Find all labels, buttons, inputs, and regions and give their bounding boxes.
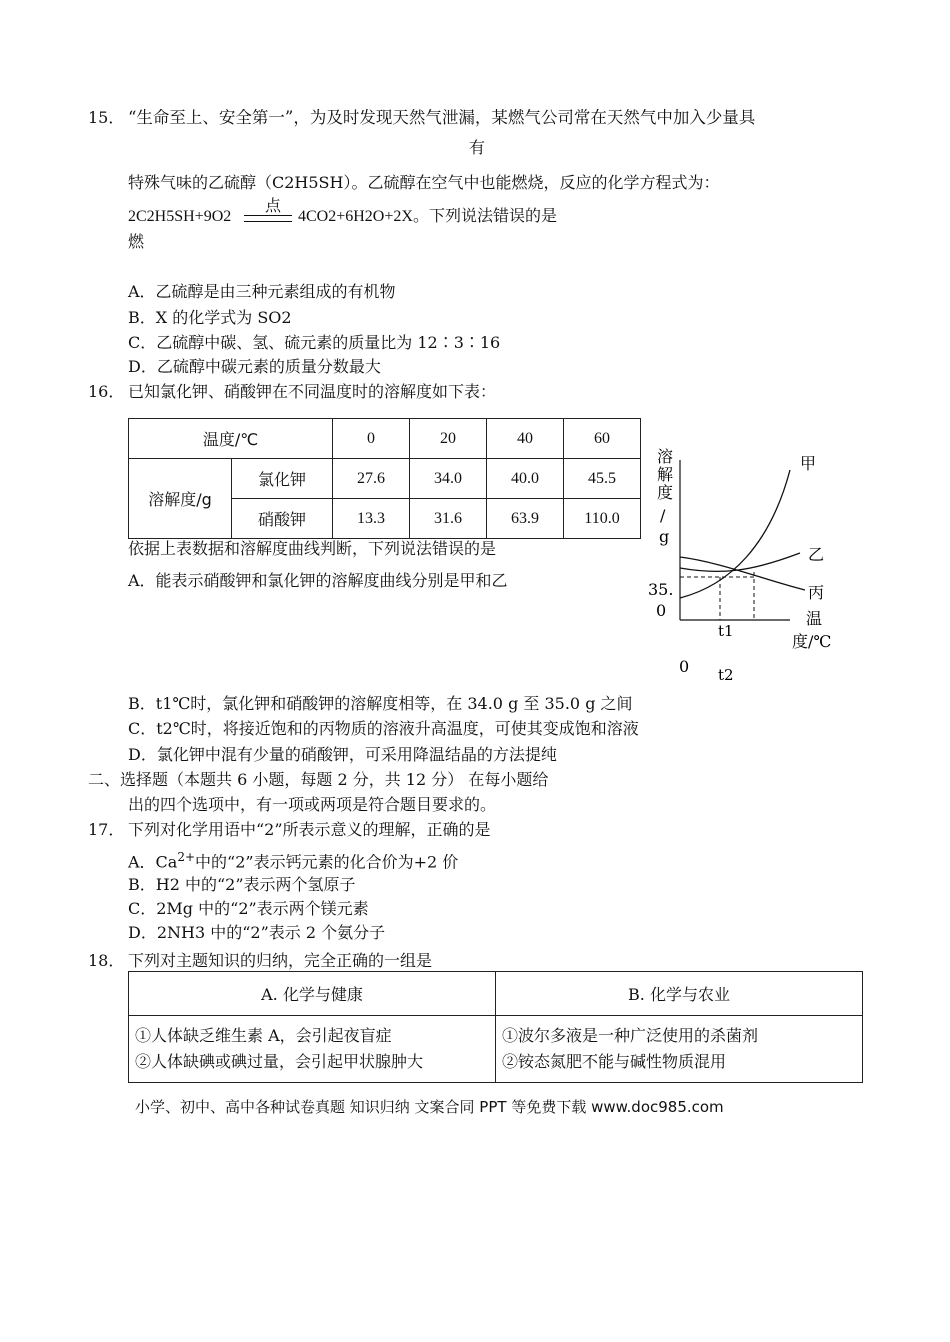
y-label-char: 溶	[657, 447, 674, 466]
q15-option-a: A．乙硫醇是由三种元素组成的有机物	[128, 282, 396, 301]
curve-yi	[680, 553, 800, 571]
table-temp-40: 40	[487, 419, 564, 459]
q17-option-c: C．2Mg 中的“2”表示两个镁元素	[128, 899, 369, 918]
equation-arrow	[244, 215, 292, 222]
curve-jia	[680, 470, 790, 598]
q15-option-d: D．乙硫醇中碳元素的质量分数最大	[128, 357, 381, 376]
col-b-content	[496, 1016, 863, 1083]
y-label-char: /	[660, 506, 666, 525]
y-label-char: 解	[657, 465, 674, 484]
t2-label: t2	[718, 666, 734, 684]
q17-option-a-pre: A．Ca	[128, 852, 178, 872]
q16-option-a: A．能表示硝酸钾和氯化钾的溶解度曲线分别是甲和乙	[128, 571, 508, 590]
q15-stem-line1: “生命至上、安全第一”，为及时发现天然气泄漏，某燃气公司常在天然气中加入少量具	[128, 108, 756, 127]
table-cell: 63.9	[487, 499, 564, 539]
table-cell: 34.0	[410, 459, 487, 499]
q16-option-d: D．氯化钾中混有少量的硝酸钾，可采用降温结晶的方法提纯	[128, 745, 557, 764]
q15-stem-line2: 特殊气味的乙硫醇（C2H5SH）。乙硫醇在空气中也能燃烧，反应的化学方程式为：	[128, 173, 720, 192]
y-label-char: 度	[657, 483, 674, 502]
x-label-1: 温	[806, 609, 823, 628]
curve-label-bing: 丙	[808, 583, 825, 602]
equation-condition-above: 点	[265, 196, 282, 215]
t1-label: t1	[718, 622, 734, 640]
q17-number: 17．	[88, 820, 125, 839]
table-temp-20: 20	[410, 419, 487, 459]
equation-condition-below: 燃	[128, 232, 145, 251]
col-a-item: ②人体缺碘或碘过量，会引起甲状腺肿大	[135, 1052, 424, 1071]
origin-label: 0	[679, 657, 690, 676]
curve-label-yi: 乙	[808, 545, 825, 564]
q17-stem: 下列对化学用语中“2”所表示意义的理解，正确的是	[128, 820, 491, 839]
knowledge-table	[128, 971, 863, 1083]
q17-option-a-sup: 2+	[177, 850, 196, 864]
q15-number: 15．	[88, 108, 125, 127]
table-cell: 40.0	[487, 459, 564, 499]
solubility-table	[128, 418, 641, 539]
col-b-item: ②铵态氮肥不能与碱性物质混用	[502, 1052, 727, 1071]
q17-option-a-post: 中的“2”表示钙元素的化合价为+2 价	[195, 852, 459, 872]
col-b-header: B. 化学与农业	[496, 972, 863, 1016]
table-temp-0: 0	[333, 419, 410, 459]
x-label-2: 度/℃	[792, 632, 832, 651]
y-tick-35-a: 35.	[648, 580, 674, 599]
q17-option-d: D．2NH3 中的“2”表示 2 个氨分子	[128, 923, 386, 942]
table-cell: 45.5	[564, 459, 641, 499]
q16-number: 16．	[88, 382, 125, 401]
equation-right: 4CO2+6H2O+2X。下列说法错误的是	[298, 208, 557, 225]
col-a-header: A. 化学与健康	[129, 972, 496, 1016]
q17-option-b: B．H2 中的“2”表示两个氢原子	[128, 875, 356, 894]
q15-option-c: C．乙硫醇中碳、氢、硫元素的质量比为 12∶3∶16	[128, 333, 501, 352]
table-row-kno3-name: 硝酸钾	[232, 499, 333, 539]
col-a-item: ①人体缺乏维生素 A，会引起夜盲症	[135, 1025, 392, 1045]
solubility-curve-diagram	[640, 440, 850, 685]
col-a-content	[129, 1016, 496, 1083]
footer-watermark: 小学、初中、高中各种试卷真题 知识归纳 文案合同 PPT 等免费下载 www.doc985.com	[135, 1098, 724, 1116]
table-header-solubility: 溶解度/g	[129, 459, 232, 539]
q18-stem: 下列对主题知识的归纳，完全正确的一组是	[128, 951, 433, 970]
equation-left: 2C2H5SH+9O2	[128, 208, 232, 225]
q16-option-b: B．t1℃时，氯化钾和硝酸钾的溶解度相等，在 34.0 g 至 35.0 g 之间	[128, 694, 633, 713]
y-tick-35-b: 0	[656, 601, 667, 620]
q15-option-b: B．X 的化学式为 SO2	[128, 308, 292, 327]
table-cell: 110.0	[564, 499, 641, 539]
section2-line2: 出的四个选项中，有一项或两项是符合题目要求的。	[128, 795, 497, 814]
table-temp-60: 60	[564, 419, 641, 459]
table-row-kcl-name: 氯化钾	[232, 459, 333, 499]
table-cell: 13.3	[333, 499, 410, 539]
table-cell: 31.6	[410, 499, 487, 539]
curve-label-jia: 甲	[800, 454, 817, 473]
q16-stem: 已知氯化钾、硝酸钾在不同温度时的溶解度如下表：	[128, 382, 497, 401]
col-b-item: ①波尔多液是一种广泛使用的杀菌剂	[502, 1025, 759, 1045]
q16-option-c: C．t2℃时，将接近饱和的丙物质的溶液升高温度，可使其变成饱和溶液	[128, 719, 639, 738]
table-header-temp: 温度/℃	[129, 419, 333, 459]
q16-after-table: 依据上表数据和溶解度曲线判断，下列说法错误的是	[128, 539, 497, 558]
q17-option-a	[128, 850, 458, 872]
q15-stem-wrap: 有	[469, 138, 486, 157]
table-cell: 27.6	[333, 459, 410, 499]
y-label-char: g	[659, 527, 670, 546]
section2-line1: 二、选择题（本题共 6 小题，每题 2 分，共 12 分） 在每小题给	[88, 770, 549, 789]
q18-number: 18．	[88, 951, 125, 970]
